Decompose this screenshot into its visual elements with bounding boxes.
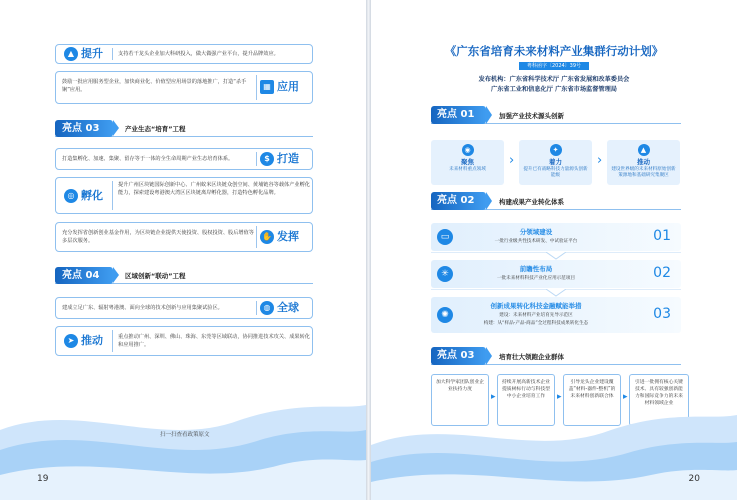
highlight-04	[55, 267, 313, 284]
incubator-icon: ◎	[64, 189, 78, 203]
money-bag-icon: $	[260, 152, 274, 166]
scan-hint: 扫一扫查看政策原文	[160, 432, 210, 438]
page-number: 19	[37, 474, 49, 484]
badge-tisheng: ▲ 提升	[64, 47, 103, 61]
document-number: 粤科函字〔2024〕39号	[519, 62, 589, 70]
page-number: 20	[688, 474, 700, 484]
right-page	[371, 0, 737, 500]
row-quanqiu	[55, 297, 313, 319]
grid-icon: ▦	[260, 80, 274, 94]
hand-icon: ✋	[260, 230, 274, 244]
card-zhuoli: ✦ 着力 提升已有战略科技力量源头创新能级	[519, 140, 592, 185]
highlight-title: 构建成果产业转化体系	[499, 198, 564, 206]
highlight-title: 产业生态“培育”工程	[125, 125, 186, 133]
highlight-tag: 亮点 03	[55, 120, 113, 137]
decorative-waves	[0, 390, 366, 500]
row-tisheng	[55, 44, 313, 64]
highlight-title: 培育壮大领跑企业群体	[499, 353, 564, 361]
divider	[256, 226, 257, 248]
row-fahui	[55, 222, 313, 252]
globe-icon: ◍	[260, 301, 274, 315]
row-text: 支持若干龙头企业加大科研投入，做大做强产业平台，提升品牌效应。	[118, 51, 279, 57]
badge-dazao: $ 打造	[260, 152, 299, 166]
highlight-tag: 亮点 03	[431, 347, 486, 365]
badge-fahui: ✋ 发挥	[260, 230, 299, 244]
divider	[256, 152, 257, 166]
thumbs-up-icon: ▲	[638, 144, 650, 156]
badge-quanqiu: ◍ 全球	[260, 301, 299, 315]
focus-icon: ◉	[462, 144, 474, 156]
divider	[256, 75, 257, 100]
arrow-right-icon: ▸	[623, 392, 628, 402]
divider	[112, 330, 113, 352]
publisher-line-1: 发布机构：广东省科学技术厅 广东省发展和改革委员会	[478, 76, 630, 83]
badge-yingyong: ▦ 应用	[260, 80, 299, 94]
enterprise-card-1: 加大科学家团队创业企业扶持力度	[431, 374, 489, 426]
step-02: ✳ 前瞻性布局 一批未来材料科技产业化应用示范项目 02	[431, 260, 681, 288]
row-tuidong	[55, 326, 313, 356]
highlight-02	[431, 192, 681, 210]
publisher-line-2: 广东省工业和信息化厅 广东省市场监督管理局	[491, 86, 617, 93]
left-page	[0, 0, 366, 500]
row-text: 打造集孵化、加速、集聚、留存等于一体的全生命周期产业生态培育体系。	[62, 156, 234, 162]
network-icon: ✳	[437, 266, 453, 282]
highlight-tag: 亮点 04	[55, 267, 113, 284]
card-tuidong: ▲ 推动 建设世界级的未来材料原始创新策源地和基础研究集聚区	[607, 140, 680, 185]
highlight-title: 区域创新“联动”工程	[125, 272, 186, 280]
step-01: ▭ 分领域建设 一批行业级共性技术研发、中试验证平台 01	[431, 223, 681, 251]
highlight-tag: 亮点 01	[431, 106, 486, 124]
divider	[112, 48, 113, 60]
down-arrow-divider	[431, 289, 681, 297]
row-text: 提升广州区块链国际创新中心、广州蚁米区块链众创空间、黄埔链谷等载体产业孵化能力，探索建设粤港澳大湾区区块链离岸孵化器，打造特色孵化品牌。	[118, 182, 310, 196]
badge-tuidong: ➤ 推动	[64, 334, 103, 348]
row-yingyong	[55, 71, 313, 104]
document-title: 《广东省培育未来材料产业集群行动计划》	[444, 44, 664, 58]
highlight-title: 加强产业技术源头创新	[499, 112, 564, 120]
chevron-right-icon: ›	[597, 153, 603, 168]
highlight-03	[55, 120, 313, 137]
step-03: ✺ 创新成果转化科技金融赋能举措 建设：未来材料产业培育先导示范区 构建：从“样品-产品-商品”全过程科技成果转化生态 03	[431, 297, 681, 333]
highlight-tag: 亮点 02	[431, 192, 486, 210]
row-text: 鼓励一批应用服务型企业，加快商业化、价值型应用场景的落地推广，打造“杀手锏”应用。	[62, 79, 247, 93]
row-text: 充分发挥省创新创业基金作用，为区块链企业提供天使投资、股权投资、股后增值等多层次服务。	[62, 230, 254, 244]
enterprise-card-2: 持续开展高新技术企业提质树标行动与科技型中小企业培育工作	[497, 374, 555, 426]
row-fuhua	[55, 177, 313, 214]
highlight-01	[431, 106, 681, 124]
divider	[256, 301, 257, 315]
highlight-03	[431, 347, 681, 365]
rocket-icon: ▲	[64, 47, 78, 61]
badge-fuhua: ◎ 孵化	[64, 189, 103, 203]
decorative-waves	[371, 390, 737, 500]
card-jujiao: ◉ 聚焦 未来材料重点领域	[431, 140, 504, 185]
row-dazao	[55, 148, 313, 170]
down-arrow-divider	[431, 252, 681, 260]
push-icon: ➤	[64, 334, 78, 348]
divider	[112, 181, 113, 210]
arrow-right-icon: ▸	[491, 392, 496, 402]
cluster-icon: ✺	[437, 307, 453, 323]
row-text: 建成立足广东、辐射粤港澳、面向全球的技术创新与应用集聚试验区。	[62, 305, 223, 311]
row-text: 重点推动广州、深圳、佛山、珠海、东莞等区域联动，协同推进技术攻关、成果转化和应用推广。	[118, 334, 310, 348]
target-icon: ✦	[550, 144, 562, 156]
enterprise-card-3: 引导龙头企业建设覆盖“材料-器件-整机”的未来材料创新联合体	[563, 374, 621, 426]
arrow-right-icon: ▸	[557, 392, 562, 402]
chevron-right-icon: ›	[509, 153, 515, 168]
monitor-icon: ▭	[437, 229, 453, 245]
enterprise-card-4: 引进一批拥有核心关键技术、具有较强创新能力和国际竞争力的未来材料领域企业	[629, 374, 689, 426]
